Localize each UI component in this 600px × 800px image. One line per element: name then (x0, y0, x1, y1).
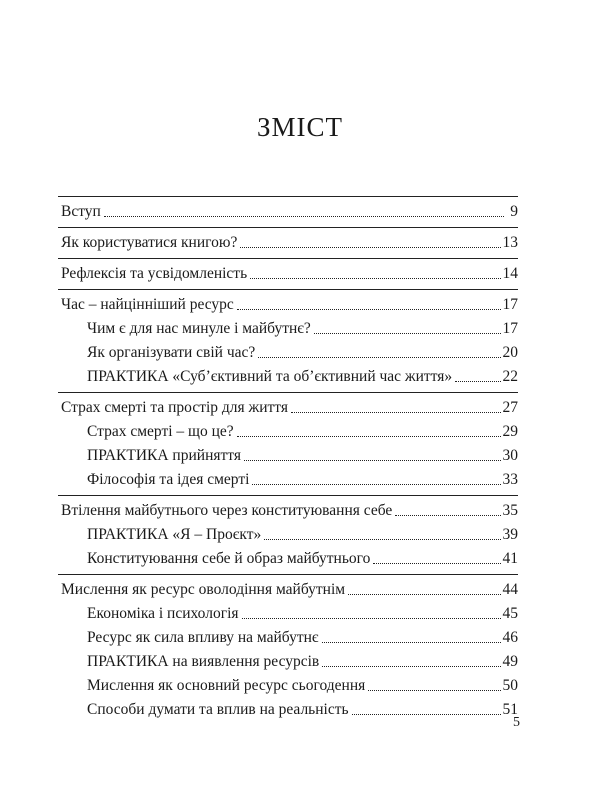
toc-entry-label: Економіка і психологія (87, 605, 239, 622)
toc-entry-label: Конституювання себе й образ майбутнього (87, 550, 371, 567)
toc-section-entry (58, 671, 518, 695)
toc-entry-page: 41 (502, 550, 518, 567)
dot-leader (252, 484, 500, 485)
dot-leader (291, 412, 500, 413)
toc-entry-label: Філософія та ідея смерті (87, 471, 250, 488)
toc-section-entry (58, 695, 518, 719)
toc-section-entry (58, 441, 518, 465)
toc-entry-page: 45 (502, 605, 518, 622)
dot-leader (258, 357, 500, 358)
dot-leader (237, 309, 501, 310)
toc-chapter-entry (58, 228, 518, 252)
toc-section-entry (58, 599, 518, 623)
dot-leader (368, 690, 500, 691)
toc-section-entry (58, 465, 518, 489)
toc-entry-page: 39 (502, 526, 518, 543)
toc-entry-label: ПРАКТИКА на виявлення ресурсів (87, 653, 320, 670)
toc-entry-page: 44 (502, 581, 518, 598)
toc-entry-label: ПРАКТИКА прийняття (87, 447, 241, 464)
dot-leader (244, 460, 501, 461)
toc-entry-label: ПРАКТИКА «Суб’єктивний та об’єктивний час життя» (87, 368, 453, 385)
toc-chapter-entry (58, 496, 518, 520)
toc-chapter-entry (58, 197, 518, 221)
page-number: 5 (513, 715, 520, 730)
toc-entry-page: 20 (502, 344, 518, 361)
toc-entry-label: ПРАКТИКА «Я – Проєкт» (87, 526, 262, 543)
toc-section-entry (58, 417, 518, 441)
dot-leader (314, 333, 501, 334)
toc-section-entry (58, 623, 518, 647)
dot-leader (395, 515, 500, 516)
toc-section-entry (58, 314, 518, 338)
toc-entry-label: Чим є для нас минуле і майбутнє? (87, 320, 311, 337)
toc-entry-page: 17 (502, 296, 518, 313)
toc-entry-label: Способи думати та вплив на реальність (87, 701, 349, 718)
toc-section-entry (58, 544, 518, 568)
toc-entry-page: 30 (502, 447, 518, 464)
toc-entry-label: Втілення майбутнього через конституювання себе (61, 502, 393, 519)
toc-entry-page: 51 (502, 701, 518, 718)
toc-section-entry (58, 338, 518, 362)
page-title: ЗМІСТ (256, 112, 344, 142)
toc-entry-page: 35 (502, 502, 518, 519)
dot-leader (250, 278, 500, 279)
toc-chapter-entry (58, 259, 518, 283)
toc-entry-page: 50 (502, 677, 518, 694)
toc-section-entry (58, 647, 518, 671)
toc-entry-label: Страх смерті – що це? (87, 423, 234, 440)
toc-entry-page: 17 (502, 320, 518, 337)
dot-leader (240, 247, 500, 248)
toc-entry-page: 27 (502, 399, 518, 416)
dot-leader (322, 666, 500, 667)
dot-leader (237, 436, 501, 437)
toc-entry-label: Мислення як основний ресурс сьогодення (87, 677, 366, 694)
toc-entry-label: Як організувати свій час? (87, 344, 256, 361)
toc-entry-page: 14 (502, 265, 518, 282)
table-of-contents (58, 190, 518, 719)
toc-chapter-entry (58, 290, 518, 314)
toc-section-entry (58, 520, 518, 544)
toc-entry-page: 13 (502, 234, 518, 251)
dot-leader (352, 714, 501, 715)
dot-leader (104, 216, 504, 217)
toc-entry-label: Ресурс як сила впливу на майбутнє (87, 629, 319, 646)
toc-entry-page: 33 (502, 471, 518, 488)
toc-entry-label: Страх смерті та простір для життя (61, 399, 289, 416)
dot-leader (264, 539, 500, 540)
toc-entry-page: 22 (502, 368, 518, 385)
dot-leader (373, 563, 500, 564)
dot-leader (455, 381, 500, 382)
toc-entry-label: Як користуватися книгою? (61, 234, 238, 251)
toc-entry-page: 46 (502, 629, 518, 646)
toc-chapter-entry (58, 575, 518, 599)
toc-chapter-entry (58, 393, 518, 417)
toc-section-entry (58, 362, 518, 386)
toc-entry-label: Час – найцінніший ресурс (61, 296, 234, 313)
dot-leader (322, 642, 501, 643)
toc-entry-page: 29 (502, 423, 518, 440)
toc-entry-page: 49 (502, 653, 518, 670)
dot-leader (242, 618, 501, 619)
toc-entry-label: Рефлексія та усвідомленість (61, 265, 248, 282)
dot-leader (348, 594, 500, 595)
toc-entry-page: 9 (510, 203, 518, 220)
toc-entry-label: Мислення як ресурс оволодіння майбутнім (61, 581, 346, 598)
toc-entry-label: Вступ (61, 203, 101, 220)
